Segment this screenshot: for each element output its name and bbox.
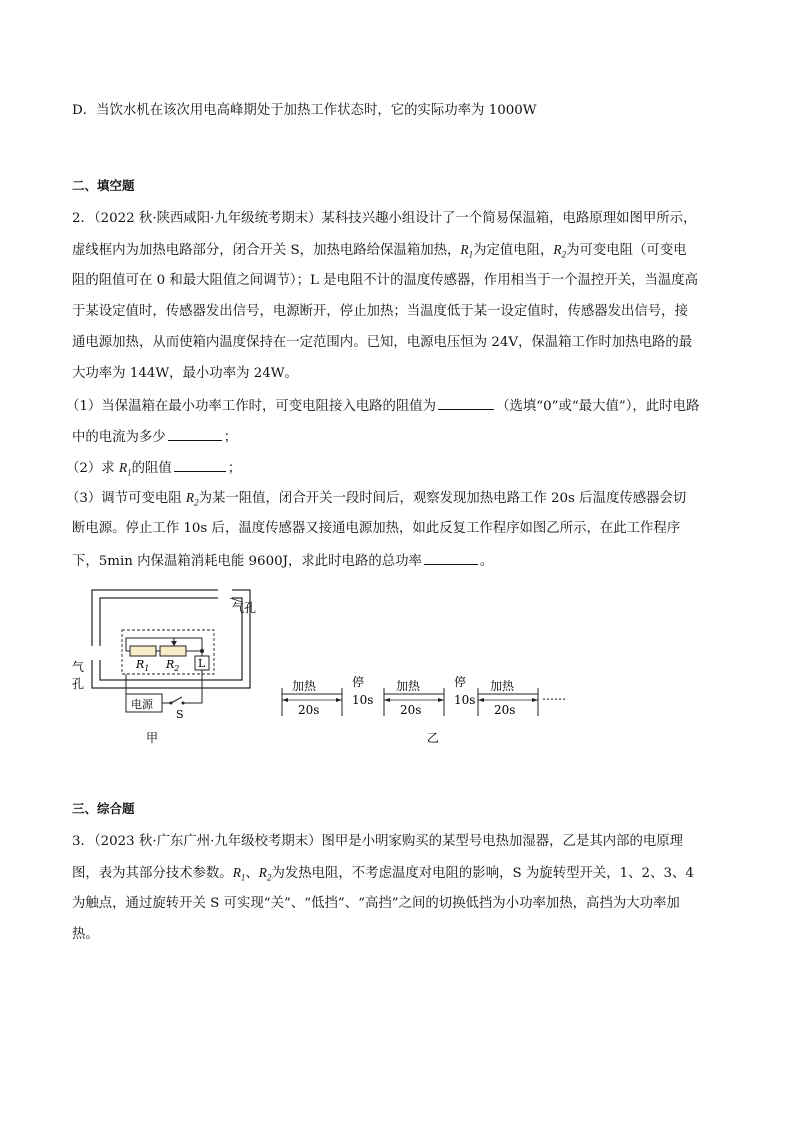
resistor-r2 [160,646,186,656]
continuation-dots: …… [542,689,566,703]
option-d: D．当饮水机在该次用电高峰期处于加热工作状态时，它的实际功率为 1000W [72,103,537,118]
answer-blank-3[interactable] [174,457,226,472]
figure-caption-jia: 甲 [146,731,159,745]
heat-label-2: 加热 [396,679,421,693]
q3-line-2: 图，表为其部分技术参数。$R_1$、$R_2$为发热电阻，不考虑温度对电阻的影响，S 为旋转型开关，1、2、3、4 [72,865,694,883]
vent-label-left-1: 气 [72,660,85,674]
section-heading-fill-in: 二、填空题 [72,178,135,193]
timing-diagram-yi [280,670,580,750]
q2-line-6: 大功率为 144W，最小功率为 24W。 [72,366,298,381]
q2-line-2c: 为可变电阻（可变电 [566,243,687,258]
resistor-r1 [130,646,156,656]
duration-10s-1: 10s [352,693,374,707]
r2-symbol: $R_2$ [258,865,272,883]
section-heading-comprehensive: 三、综合题 [72,801,135,816]
vent-label-left-2: 孔 [72,677,85,691]
switch-label: S [176,708,184,721]
q2-line-3: 阻的阻值可在 0 和最大阻值之间调节）；L 是电阻不计的温度传感器，作用相当于一个温控开关，当温度高 [72,273,699,288]
q2-line-2b: 为定值电阻， [473,243,554,258]
box-outer-wall [92,590,250,688]
duration-20s-2: 20s [400,703,422,717]
answer-blank-1[interactable] [438,395,494,410]
q2-part-3-line-3: 下，5min 内保温箱消耗电能 9600J，求此时电路的总功率 。 [72,550,493,572]
answer-blank-4[interactable] [424,550,478,565]
r2-symbol: $R_2$ [185,490,199,508]
stop-label-2: 停 [454,675,467,689]
stop-label-1: 停 [352,675,365,689]
heat-label-1: 加热 [292,679,317,693]
r2-symbol: $R_2$ [553,242,567,260]
q2-line-4: 于某设定值时，传感器发出信号，电源断开，停止加热；当温度低于某一设定值时，传感器发出信号，接 [72,304,688,319]
r1-symbol: $R_1$ [118,460,132,478]
q2-line-1: 2．（2022 秋·陕西咸阳·九年级统考期末）某科技兴趣小组设计了一个简易保温箱，电路原理如图甲所示， [72,211,697,226]
r1-symbol: $R_1$ [460,242,474,260]
q3-line-4: 热。 [72,927,99,942]
duration-10s-2: 10s [454,693,476,707]
duration-20s-3: 20s [494,703,516,717]
q2-line-5: 通电源加热，从而使箱内温度保持在一定范围内。已知，电源电压恒为 24V，保温箱工作时加热电路的最 [72,335,693,350]
power-source-label: 电源 [131,698,153,711]
answer-blank-2[interactable] [168,426,222,441]
q2-line-2 [72,240,687,265]
r1-symbol: $R_1$ [232,865,246,883]
q2-part-2: （2）求 $R_1$的阻值 ； [66,457,241,483]
duration-20s-1: 20s [298,703,320,717]
circuit-diagram-jia [70,588,270,748]
q2-part-1-cont: 中的电流为多少 ； [72,426,237,448]
sensor-label: L [198,657,206,670]
heat-label-3: 加热 [490,679,515,693]
figure-caption-yi: 乙 [427,731,440,745]
r2-label: $R_2$ [166,658,180,673]
vent-label-right: 气孔 [232,601,257,615]
q3-line-3: 为触点，通过旋转开关 S 可实现“关”、“低挡”、“高挡”之间的切换低挡为小功率加热，高挡为大功率加 [72,896,680,911]
q3-line-1: 3．（2023 秋·广东广州·九年级校考期末）图甲是小明家购买的某型号电热加湿器，乙是其内部的电原理 [72,834,684,849]
q2-part-3: （3）调节可变电阻 $R_2$为某一阻值，闭合开关一段时间后，观察发现加热电路工作 20s 后温度传感器会切 [66,490,687,508]
r1-label: $R_1$ [136,658,150,673]
switch-s [171,697,182,703]
q2-part-1: （1）当保温箱在最小功率工作时，可变电阻接入电路的阻值为 （选填“0”或“最大值”），此时电路 [66,395,699,417]
q2-part-3-line-2: 断电源。停止工作 10s 后，温度传感器又接通电源加热，如此反复工作程序如图乙所示，在此工作程序 [72,521,681,536]
q2-line-2a: 虚线框内为加热电路部分，闭合开关 S，加热电路给保温箱加热， [72,243,461,258]
